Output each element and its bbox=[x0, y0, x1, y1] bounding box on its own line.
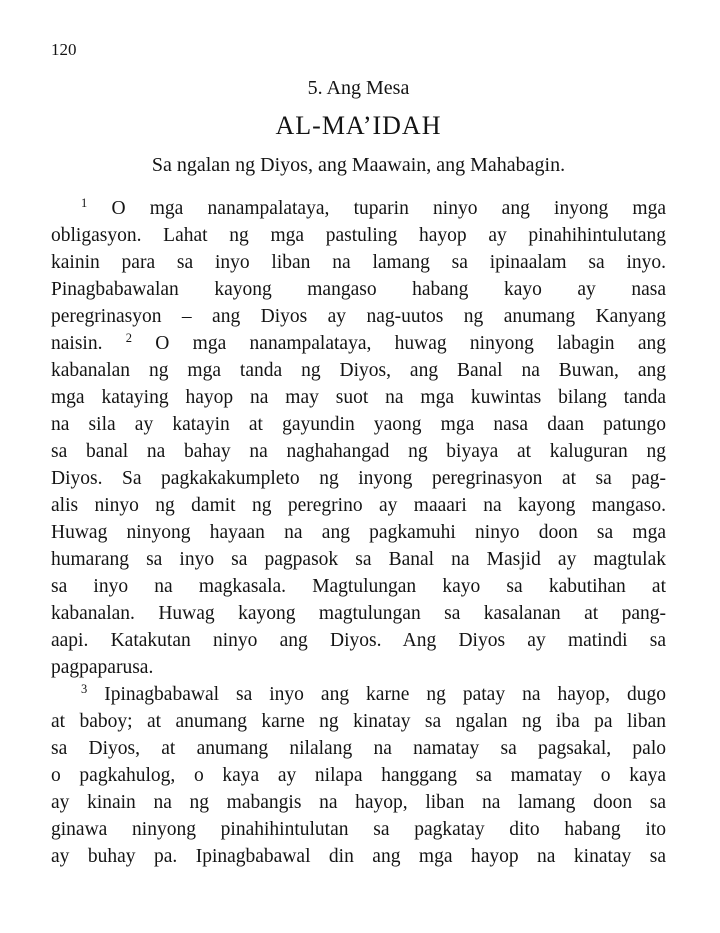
text-line bbox=[51, 384, 666, 411]
verse-text: obligasyon. Lahat ng mga pastuling hayop ay pinahihintulutang bbox=[51, 225, 666, 246]
verse-text: humarang sa inyo sa pagpasok sa Banal na Masjid ay magtulak bbox=[51, 549, 666, 570]
surah-name: AL-MA’IDAH bbox=[275, 111, 442, 140]
text-line bbox=[51, 222, 666, 249]
verse-text: Huwag ninyong hayaan na ang pagkamuhi ninyo doon sa mga bbox=[51, 522, 666, 543]
verse-text: alis ninyo ng damit ng peregrino ay maaari na kayong mangaso. bbox=[51, 495, 666, 516]
text-line bbox=[51, 357, 666, 384]
text-line bbox=[51, 465, 666, 492]
text-line bbox=[51, 789, 666, 816]
text-line bbox=[51, 600, 666, 627]
text-line bbox=[51, 519, 666, 546]
verse-number: 2 bbox=[125, 331, 132, 345]
paragraph-verses-1-2 bbox=[51, 195, 666, 681]
verse-text: o pagkahulog, o kaya ay nilapa hanggang sa mamatay o kaya bbox=[51, 765, 666, 786]
verse-text: na sila ay katayin at gayundin yaong mga nasa daan patungo bbox=[51, 414, 666, 435]
text-line bbox=[51, 573, 666, 600]
verse-number: 1 bbox=[81, 196, 88, 210]
verse-text: kabanalan ng mga tanda ng Diyos, ang Banal na Buwan, ang bbox=[51, 360, 666, 381]
verse-text: sa Diyos, at anumang nilalang na namatay sa pagsakal, palo bbox=[51, 738, 666, 759]
verse-text: pagpaparusa. bbox=[51, 657, 154, 678]
text-line bbox=[51, 681, 666, 708]
verse-text: Diyos. Sa pagkakakumpleto ng inyong peregrinasyon at sa pag- bbox=[51, 468, 666, 489]
verse-text: naisin. bbox=[51, 333, 126, 354]
text-line bbox=[51, 249, 666, 276]
text-line bbox=[51, 276, 666, 303]
page-number: 120 bbox=[51, 40, 77, 59]
verse-text: sa banal na bahay na naghahangad ng biyaya at kaluguran ng bbox=[51, 441, 666, 462]
verse-text: sa inyo na magkasala. Magtulungan kayo sa kabutihan at bbox=[51, 576, 666, 597]
chapter-title: 5. Ang Mesa bbox=[307, 77, 410, 99]
verse-text: O mga nanampalataya, huwag ninyong labagin ang bbox=[132, 333, 666, 354]
paragraph-verse-3 bbox=[51, 681, 666, 870]
bismillah-line: Sa ngalan ng Diyos, ang Maawain, ang Mahabagin. bbox=[151, 154, 566, 176]
verse-text: ay buhay pa. Ipinagbabawal din ang mga hayop na kinatay sa bbox=[51, 846, 666, 867]
verse-text: aapi. Katakutan ninyo ang Diyos. Ang Diyos ay matindi sa bbox=[51, 630, 666, 651]
text-line bbox=[51, 195, 666, 222]
verse-text: mga kataying hayop na may suot na mga kuwintas bilang tanda bbox=[51, 387, 666, 408]
text-line bbox=[51, 411, 666, 438]
text-line bbox=[51, 762, 666, 789]
verse-text: kainin para sa inyo liban na lamang sa ipinaalam sa inyo. bbox=[51, 252, 666, 273]
text-line bbox=[51, 492, 666, 519]
text-line bbox=[51, 438, 666, 465]
text-line bbox=[51, 627, 666, 654]
verse-text: O mga nanampalataya, tuparin ninyo ang inyong mga bbox=[87, 198, 666, 219]
verse-text: kabanalan. Huwag kayong magtulungan sa kasalanan at pang- bbox=[51, 603, 666, 624]
text-line bbox=[51, 330, 666, 357]
verse-text: ginawa ninyong pinahihintulutan sa pagkatay dito habang ito bbox=[51, 819, 666, 840]
verse-text: Pinagbabawalan kayong mangaso habang kayo ay nasa bbox=[51, 279, 666, 300]
text-line bbox=[51, 816, 666, 843]
verse-text: ay kinain na ng mabangis na hayop, liban na lamang doon sa bbox=[51, 792, 666, 813]
verse-number: 3 bbox=[81, 682, 88, 696]
verse-text: at baboy; at anumang karne ng kinatay sa ngalan ng iba pa liban bbox=[51, 711, 666, 732]
text-line bbox=[51, 735, 666, 762]
text-line bbox=[51, 303, 666, 330]
text-line bbox=[51, 654, 666, 681]
verse-text: peregrinasyon – ang Diyos ay nag-uutos ng anumang Kanyang bbox=[51, 306, 666, 327]
verse-text: Ipinagbabawal sa inyo ang karne ng patay na hayop, dugo bbox=[87, 684, 666, 705]
text-line bbox=[51, 546, 666, 573]
text-line bbox=[51, 708, 666, 735]
body-text bbox=[51, 195, 666, 870]
text-line bbox=[51, 843, 666, 870]
